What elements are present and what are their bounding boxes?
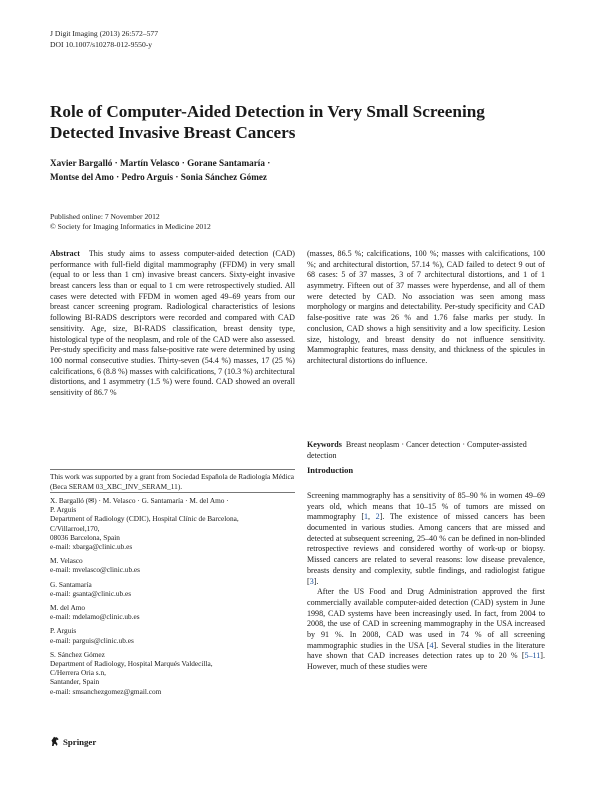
affiliation-line: S. Sánchez Gómez <box>50 649 105 659</box>
publisher-logo <box>50 736 96 747</box>
affiliation-line: G. Santamaría <box>50 579 92 589</box>
author-list <box>50 156 350 184</box>
affiliation-block <box>50 580 295 598</box>
citation-link[interactable]: 1 <box>364 512 369 522</box>
email-address[interactable]: e-mail: smsanchezgomez@gmail.com <box>50 686 162 696</box>
affiliation-block <box>50 556 295 574</box>
footnote-divider <box>50 492 295 493</box>
affiliation-line: C/Herrera Oria s.n, <box>50 668 106 678</box>
affiliation-line: Department of Radiology (CDIC), Hospital Clínic de Barcelona, <box>50 514 239 524</box>
keywords-text: Breast neoplasm · Cancer detection · Computer-assisted detection <box>307 440 527 460</box>
affiliation-line: P. Arguis <box>50 626 77 636</box>
author-line: Xavier Bargalló · Martín Velasco · Gorane Santamaría · <box>50 158 271 168</box>
paper-title: Role of Computer-Aided Detection in Very Small Screening Detected Invasive Breast Cancers <box>50 102 485 142</box>
affiliation-line: 08036 Barcelona, Spain <box>50 532 120 542</box>
affiliation-block <box>50 626 295 644</box>
keywords-label: Keywords <box>307 440 342 449</box>
footnote-divider <box>50 469 295 470</box>
journal-header <box>50 29 158 50</box>
abstract-right <box>307 249 545 367</box>
affiliation-line: P. Arguis <box>50 505 77 515</box>
affiliation-line: X. Bargalló (✉) · M. Velasco · G. Santamaría · M. del Amo · <box>50 496 229 505</box>
funding-note: This work was supported by a grant from Sociedad Española de Radiología Médica (Beca SERAM 03_XBC_INV_SERAM_11). <box>50 472 294 491</box>
paragraph: After the US Food and Drug Administration approved the first commercially available computer-aided detection (CAD) system in June 1998, CAD systems have been increasingly used. In fact, from 2004 to 2008, the use of CAD in screening mammography in the USA increased by 91 %. In 2008, CAD was used in 74 % of all screening mammographic studies in the USA [4]. Several studies in the literature have shown that CAD increases detection rates up to 20 % [5–11]. However, much of these studies were <box>307 587 545 671</box>
email-address[interactable]: e-mail: gsanta@clinic.ub.es <box>50 588 132 598</box>
abstract-continued: (masses, 86.5 %; calcifications, 100 %; masses with calcifications, 100 %; and architectural distortion, 57.14 %), CAD failed to detect 9 out of 68 cases: 5 of 37 masses, 3 of 7 architectural distortions, and 1 of 1 asymmetry. Fifteen out of 37 masses were hyperdense, and all of them were detected by CAD. No association was seen among mass morphology or margins and detectability. Per-study specificity and CAD false-positive rate was 26 % and 1.76 false marks per study. In conclusion, CAD shows a high sensitivity and a low specificity. Lesion size, histology, and breast density do not influence sensitivity. Mammographic features, mass density, and thickness of the spicules in architectural distortions do influence. <box>307 249 545 365</box>
abstract-left <box>50 249 295 399</box>
publication-info <box>50 212 211 233</box>
affiliation-line: Department of Radiology, Hospital Marqués Valdecilla, <box>50 659 213 669</box>
published-online: Published online: 7 November 2012 <box>50 212 160 221</box>
email-address[interactable]: e-mail: xbarga@clinic.ub.es <box>50 542 133 552</box>
affiliation-block <box>50 650 295 696</box>
abstract-label: Abstract <box>50 249 80 258</box>
journal-citation: J Digit Imaging (2013) 26:572–577 <box>50 29 158 38</box>
introduction-body <box>307 491 545 673</box>
affiliation-line: M. del Amo <box>50 603 86 613</box>
author-line: Montse del Amo · Pedro Arguis · Sonia Sánchez Gómez <box>50 172 268 183</box>
citation-link[interactable]: 2 <box>375 512 380 522</box>
introduction-heading: Introduction <box>307 465 354 475</box>
email-address[interactable]: e-mail: parguis@clinic.ub.es <box>50 635 134 645</box>
copyright: © Society for Imaging Informatics in Medicine 2012 <box>50 222 211 232</box>
affiliation-block <box>50 496 295 551</box>
affiliation-line: C/Villarroel,170, <box>50 523 100 533</box>
paragraph: Screening mammography has a sensitivity of 85–90 % in women 49–69 years old, which means that 10–15 % of tumors are missed on mammography [1, 2]. The existence of missed cancers has been documented in various studies. Among cancers that are missed and detected at subsequent screening, 25–40 % can be defined in non-blinded retrospective reviews and considered worthy of work-up or biopsy. Missed cancers are related to several reasons: low disease prevalence, breasts density and complexity, subtle findings, and radiologist fatigue [3]. <box>307 491 545 586</box>
affiliation-line: M. Velasco <box>50 556 83 566</box>
keywords <box>307 440 545 461</box>
email-address[interactable]: e-mail: mdelamo@clinic.ub.es <box>50 612 140 622</box>
citation-link[interactable]: 4 <box>429 640 434 650</box>
abstract-text: This study aims to assess computer-aided detection (CAD) performance with full-field digital mammography (FFDM) in very small (equal to or less than 1 cm) invasive breast cancers. Sixty-eight invasive breast cancers less than or equal to 1 cm were retrospectively studied. All cases were detected with FFDM in women aged 49–69 years from our breast cancer screening program. Radiological characteristics of lesions following BI-RADS descriptors were recorded and compared with CAD sensitivity. Age, size, BI-RADS classification, breast density type, histological type of the neoplasm, and role of the CAD were also assessed. Per-study specificity and mass false-positive rate were determined by using 100 normal consecutive studies. Thirty-seven (54.4 %) masses, 17 (25 %) calcifications, 6 (8.8 %) masses with calcifications, 7 (10.3 %) architectural distortions, and 1 asymmetry (1.5 %) were found. CAD showed an overall sensitivity of 86.7 % <box>50 249 295 397</box>
springer-horse-icon <box>50 736 60 747</box>
citation-link[interactable]: 5–11 <box>524 651 541 661</box>
doi: DOI 10.1007/s10278-012-9550-y <box>50 39 153 49</box>
email-address[interactable]: e-mail: mvelasco@clinic.ub.es <box>50 565 140 575</box>
affiliation-block <box>50 603 295 621</box>
affiliation-line: Santander, Spain <box>50 677 100 687</box>
citation-link[interactable]: 3 <box>309 576 314 586</box>
affiliations <box>50 496 295 701</box>
publisher-name: Springer <box>63 736 97 747</box>
